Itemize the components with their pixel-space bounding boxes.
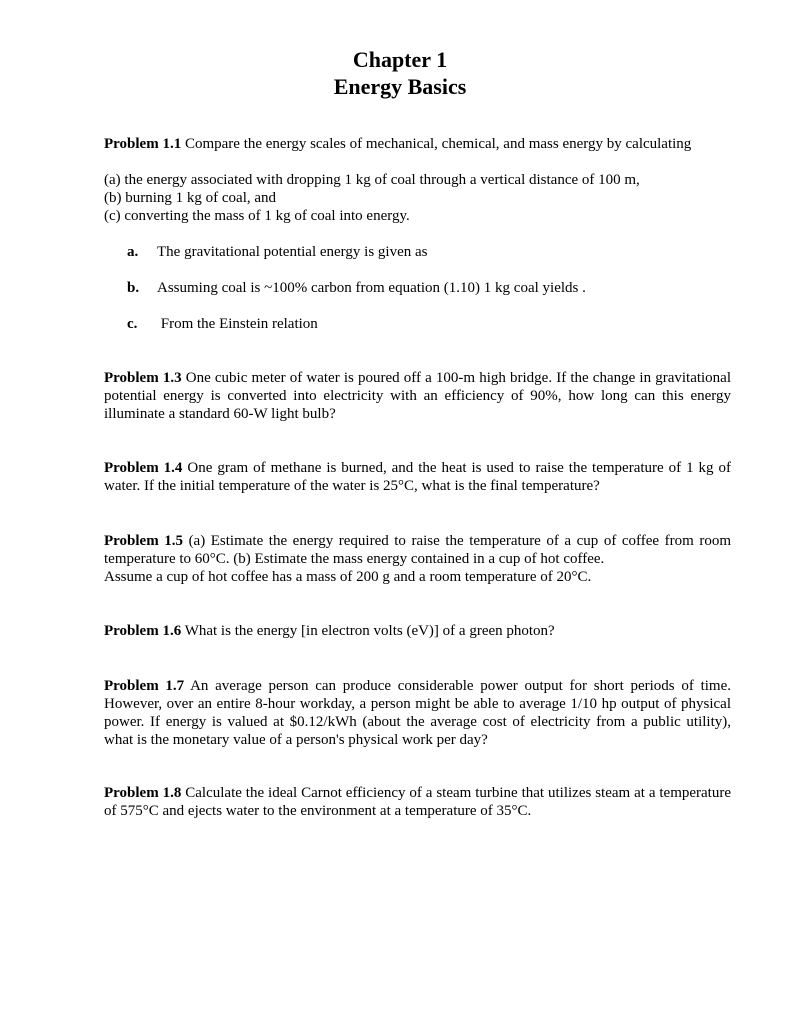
problem-1-1-intro <box>104 135 731 153</box>
part-b: (b) burning 1 kg of coal, and <box>104 190 277 206</box>
answer-text: The gravitational potential energy is given as <box>157 244 428 260</box>
answer-text: Assuming coal is ~100% carbon from equation (1.10) 1 kg coal yields . <box>157 280 586 296</box>
answer-letter: c. <box>127 316 138 332</box>
problem-1-1-parts <box>104 171 731 225</box>
problem-1-4 <box>104 459 731 495</box>
problem-text: Calculate the ideal Carnot efficiency of a steam turbine that utilizes steam at a temperature of 575°C and ejects water to the environment at a temperature of 35°C. <box>104 785 731 819</box>
answer-b <box>127 279 586 297</box>
problem-text: (a) Estimate the energy required to raise the temperature of a cup of coffee from room temperature to 60°C. (b) Estimate the mass energy contained in a cup of hot coffee. <box>104 533 731 567</box>
problem-1-5 <box>104 532 731 586</box>
problem-label: Problem 1.3 <box>104 370 182 386</box>
problem-label: Problem 1.1 <box>104 136 182 152</box>
problem-text: Compare the energy scales of mechanical, chemical, and mass energy by calculating <box>184 136 692 152</box>
problem-text: An average person can produce considerable power output for short periods of time. However, over an entire 8-hour workday, a person might be able to average 1/10 hp output of physical power. If energy is valued at $0.12/kWh (about the average cost of electricity from a public utility), what is the monetary value of a person's physical work per day? <box>104 678 731 748</box>
problem-label: Problem 1.6 <box>104 623 182 639</box>
answer-letter: a. <box>127 244 139 260</box>
answer-text: From the Einstein relation <box>157 316 318 332</box>
problem-label: Problem 1.7 <box>104 678 185 694</box>
problem-note: Assume a cup of hot coffee has a mass of 200 g and a room temperature of 20°C. <box>104 569 592 585</box>
part-c: (c) converting the mass of 1 kg of coal into energy. <box>104 208 410 224</box>
problem-1-6 <box>104 622 731 640</box>
answer-a <box>127 243 427 261</box>
chapter-title: Energy Basics <box>333 74 467 99</box>
problem-text: One cubic meter of water is poured off a 100-m high bridge. If the change in gravitational potential energy is converted into electricity with an efficiency of 90%, how long can this energy illuminate a standard 60-W light bulb? <box>104 370 732 422</box>
problem-text: One gram of methane is burned, and the heat is used to raise the temperature of 1 kg of water. If the initial temperature of the water is 25°C, what is the final temperature? <box>104 460 731 494</box>
problem-label: Problem 1.5 <box>104 533 184 549</box>
chapter-number: Chapter 1 <box>352 47 448 72</box>
part-a: (a) the energy associated with dropping 1 kg of coal through a vertical distance of 100 m, <box>104 172 640 188</box>
problem-label: Problem 1.8 <box>104 785 182 801</box>
problem-1-3 <box>104 369 731 423</box>
problem-label: Problem 1.4 <box>104 460 183 476</box>
answer-c <box>127 315 318 333</box>
problem-1-7 <box>104 677 731 749</box>
chapter-heading <box>0 46 800 100</box>
problem-text: What is the energy [in electron volts (eV)] of a green photon? <box>184 623 555 639</box>
answer-letter: b. <box>127 280 140 296</box>
problem-1-8 <box>104 784 731 820</box>
